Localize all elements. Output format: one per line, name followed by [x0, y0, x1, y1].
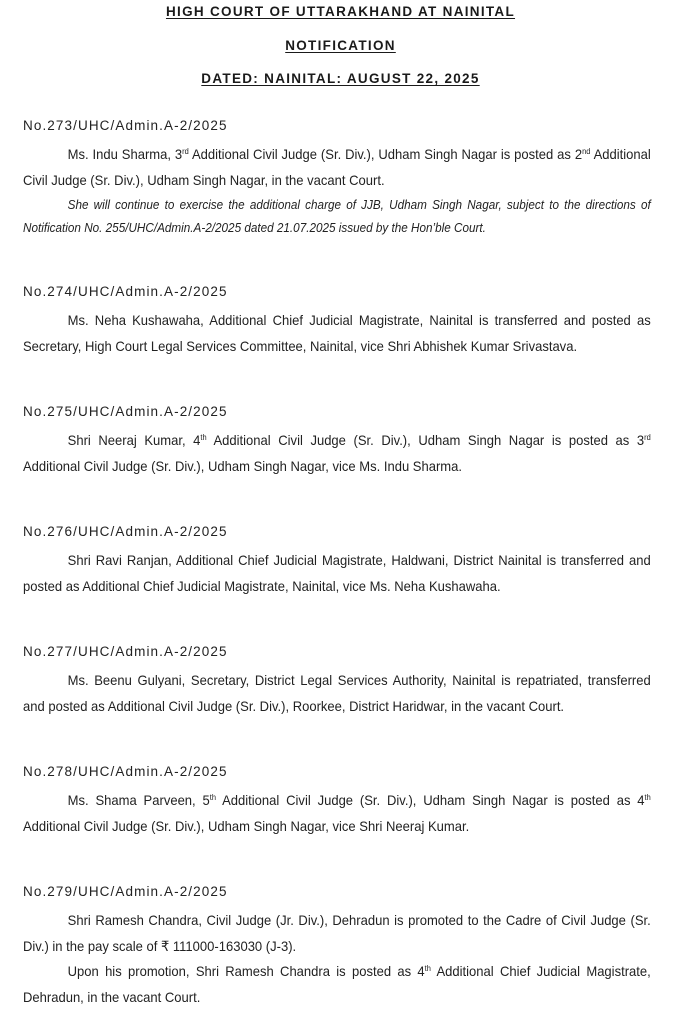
notification-posting: Upon his promotion, Shri Ramesh Chandra is posted as 4th Additional Chief Judicial Magistrate, Dehradun, in the vacant Court.: [23, 963, 651, 1005]
notification-number: No.274/UHC/Admin.A-2/2025: [23, 284, 228, 299]
notification-273: [23, 116, 651, 240]
notification-body: Ms. Indu Sharma, 3rd Additional Civil Judge (Sr. Div.), Udham Singh Nagar is posted as 2nd Additional Civil Judge (Sr. Div.), Udham Singh Nagar, in the vacant Court.: [23, 146, 651, 188]
notification-279: [23, 882, 651, 1010]
notification-number: No.277/UHC/Admin.A-2/2025: [23, 644, 228, 659]
notification-body: Ms. Neha Kushawaha, Additional Chief Judicial Magistrate, Nainital is transferred and posted as Secretary, High Court Legal Services Committee, Nainital, vice Shri Abhishek Kumar Srivastava.: [23, 312, 651, 354]
notification-number: No.278/UHC/Admin.A-2/2025: [23, 764, 228, 779]
notification-number: No.273/UHC/Admin.A-2/2025: [23, 118, 228, 133]
notification-276: [23, 522, 651, 599]
notification-number: No.275/UHC/Admin.A-2/2025: [23, 404, 228, 419]
notification-275: [23, 402, 651, 479]
notification-body: Shri Ramesh Chandra, Civil Judge (Jr. Div.), Dehradun is promoted to the Cadre of Civil Judge (Sr. Div.) in the pay scale of ₹ 111000-163030 (J-3).: [23, 912, 651, 954]
notification-note: She will continue to exercise the additional charge of JJB, Udham Singh Nagar, subject to the directions of Notification No. 255/UHC/Admin.A-2/2025 dated 21.07.2025 issued by the Hon’ble Court.: [23, 198, 651, 235]
dated-line: DATED: NAINITAL: AUGUST 22, 2025: [201, 71, 480, 86]
notification-body: Ms. Shama Parveen, 5th Additional Civil Judge (Sr. Div.), Udham Singh Nagar is posted as 4th Additional Civil Judge (Sr. Div.), Udham Singh Nagar, vice Shri Neeraj Kumar.: [23, 792, 651, 834]
notification-body: Shri Ravi Ranjan, Additional Chief Judicial Magistrate, Haldwani, District Nainital is transferred and posted as Additional Chief Judicial Magistrate, Nainital, vice Ms. Neha Kushawaha.: [23, 552, 651, 594]
court-name-heading: HIGH COURT OF UTTARAKHAND AT NAINITAL: [165, 4, 516, 19]
notification-277: [23, 642, 651, 719]
notification-title: NOTIFICATION: [285, 38, 396, 53]
notification-number: No.279/UHC/Admin.A-2/2025: [23, 884, 228, 899]
notification-number: No.276/UHC/Admin.A-2/2025: [23, 524, 228, 539]
notification-body: Ms. Beenu Gulyani, Secretary, District Legal Services Authority, Nainital is repatriated, transferred and posted as Additional Civil Judge (Sr. Div.), Roorkee, District Haridwar, in the vacant Court.: [23, 672, 651, 714]
notification-274: [23, 282, 651, 359]
notification-body: Shri Neeraj Kumar, 4th Additional Civil Judge (Sr. Div.), Udham Singh Nagar is posted as 3rd Additional Civil Judge (Sr. Div.), Udham Singh Nagar, vice Ms. Indu Sharma.: [23, 432, 651, 474]
notification-278: [23, 762, 651, 839]
